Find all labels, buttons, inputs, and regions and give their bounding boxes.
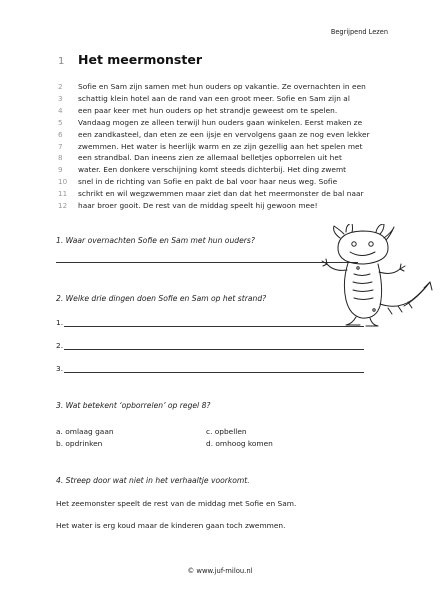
question-1: 1. Waar overnachten Sofie en Sam met hun ouders? — [56, 236, 255, 245]
line-text: schrikt en wil wegzwemmen maar ziet dan dat het meermonster de bal naar — [78, 189, 364, 199]
option-c[interactable]: c. opbellen — [206, 426, 247, 436]
statement-1[interactable]: Het zeemonster speelt de rest van de middag met Sofie en Sam. — [56, 499, 297, 508]
line-number: 4 — [58, 106, 63, 116]
header-subject: Begrijpend Lezen — [330, 28, 388, 36]
line-text: zwemmen. Het water is heerlijk warm en ze zijn gezellig aan het spelen met — [78, 141, 363, 151]
story-line — [58, 164, 398, 176]
answer-number: 1. — [56, 318, 64, 327]
line-number: 5 — [58, 117, 63, 127]
story-line — [58, 176, 398, 188]
line-text: een zandkasteel, dan eten ze een ijsje en vervolgens gaan ze nog even lekker — [78, 129, 370, 139]
story-line — [58, 93, 398, 105]
question-3: 3. Wat betekent ‘opborrelen’ op regel 8? — [56, 401, 211, 410]
line-number: 3 — [58, 94, 63, 104]
statement-2[interactable]: Het water is erg koud maar de kinderen gaan toch zwemmen. — [56, 521, 286, 530]
story-line — [58, 117, 398, 129]
answer-number: 3. — [56, 364, 64, 373]
line-number: 8 — [58, 153, 63, 163]
sea-monster-drawing-icon — [318, 224, 436, 332]
line-number: 7 — [58, 141, 63, 151]
option-d[interactable]: d. omhoog komen — [206, 438, 273, 448]
line-number: 9 — [58, 165, 63, 175]
question-4: 4. Streep door wat niet in het verhaaltje voorkomt. — [56, 476, 250, 485]
line-number: 2 — [58, 82, 63, 92]
answer-line-q2-1[interactable] — [56, 318, 364, 327]
line-number: 12 — [58, 200, 68, 210]
option-b[interactable]: b. opdrinken — [56, 438, 103, 448]
story-line — [58, 199, 398, 211]
answer-line-q2-3[interactable] — [56, 364, 364, 373]
answer-number: 2. — [56, 341, 64, 350]
line-text: snel in de richting van Sofie en pakt de bal voor haar neus weg. Sofie — [78, 177, 338, 187]
story-line — [58, 152, 398, 164]
story-line — [58, 105, 398, 117]
footer-copyright: © www.juf-milou.nl — [187, 567, 253, 575]
line-text: water. Een donkere verschijning komt steeds dichterbij. Het ding zwemt — [78, 165, 347, 175]
answer-options — [56, 425, 356, 449]
line-text: een strandbal. Dan ineens zien ze allemaal belletjes opborrelen uit het — [78, 153, 342, 163]
line-text: Sofie en Sam zijn samen met hun ouders op vakantie. Ze overnachten in een — [78, 82, 366, 92]
question-2: 2. Welke drie dingen doen Sofie en Sam op het strand? — [56, 294, 267, 303]
title-line-number: 1 — [58, 56, 65, 67]
story-line — [58, 81, 398, 93]
story-text — [58, 81, 398, 211]
line-text: schattig klein hotel aan de rand van een groot meer. Sofie en Sam zijn al — [78, 94, 350, 104]
option-a[interactable]: a. omlaag gaan — [56, 426, 114, 436]
page-title: Het meermonster — [78, 52, 202, 67]
line-number: 11 — [58, 189, 68, 199]
answer-line-q1[interactable] — [56, 262, 358, 263]
answer-line-q2-2[interactable] — [56, 341, 364, 350]
line-number: 6 — [58, 129, 63, 139]
line-number: 10 — [58, 177, 68, 187]
line-text: een paar keer met hun ouders op het strandje geweest om te spelen. — [78, 106, 338, 116]
story-line — [58, 128, 398, 140]
line-text: haar broer gooit. De rest van de middag speelt hij gewoon mee! — [78, 200, 318, 210]
story-line — [58, 188, 398, 200]
story-line — [58, 140, 398, 152]
line-text: Vandaag mogen ze alleen terwijl hun ouders gaan winkelen. Eerst maken ze — [78, 117, 363, 127]
title-row — [58, 52, 202, 67]
